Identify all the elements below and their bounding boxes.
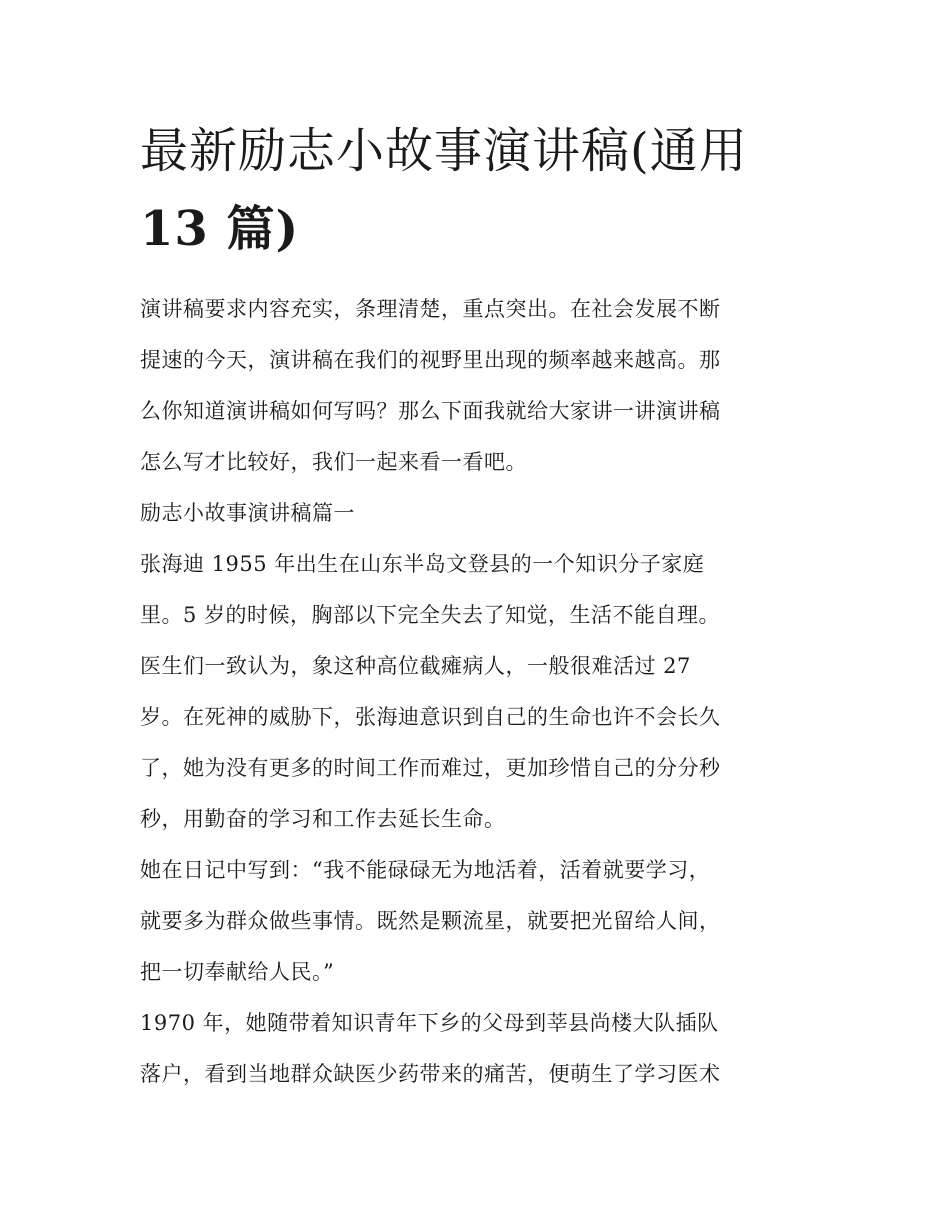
story-paragraph: [140, 539, 815, 845]
text-line: 岁。在死神的威胁下，张海迪意识到自己的生命也许不会长久: [140, 705, 721, 729]
text-line: 医生们一致认为，象这种高位截瘫病人，一般很难活过 27: [140, 654, 691, 678]
section-heading: [140, 488, 815, 539]
document-page: [140, 112, 815, 1100]
text-line: 里。5 岁的时候，胸部以下完全失去了知觉，生活不能自理。: [140, 603, 721, 627]
text-line: 1970 年，她随带着知识青年下乡的父母到莘县尚楼大队插队: [140, 1011, 719, 1035]
text-line: 么你知道演讲稿如何写吗？那么下面我就给大家讲一讲演讲稿: [140, 399, 721, 423]
intro-paragraph: [140, 284, 815, 488]
text-line: 演讲稿要求内容充实，条理清楚，重点突出。在社会发展不断: [140, 297, 721, 321]
text-line: 了，她为没有更多的时间工作而难过，更加珍惜自己的分分秒: [140, 756, 721, 780]
text-line: 落户，看到当地群众缺医少药带来的痛苦，便萌生了学习医术: [140, 1062, 721, 1086]
text-line: 提速的今天，演讲稿在我们的视野里出现的频率越来越高。那: [140, 348, 721, 372]
title-line: 最新励志小故事演讲稿(通用: [140, 123, 748, 179]
story-paragraph: [140, 998, 815, 1100]
title-line: 13 篇): [140, 201, 300, 257]
quote-paragraph: [140, 845, 815, 998]
text-line: 把一切奉献给人民。”: [140, 960, 335, 984]
text-line: 怎么写才比较好，我们一起来看一看吧。: [140, 450, 527, 474]
text-line: 秒，用勤奋的学习和工作去延长生命。: [140, 807, 506, 831]
text-line: 张海迪 1955 年出生在山东半岛文登县的一个知识分子家庭: [140, 552, 705, 576]
text-line: 她在日记中写到：“我不能碌碌无为地活着，活着就要学习，: [140, 858, 711, 882]
document-body: [140, 284, 815, 1100]
document-title: [140, 112, 815, 268]
text-line: 励志小故事演讲稿篇一: [140, 501, 355, 525]
text-line: 就要多为群众做些事情。既然是颗流星，就要把光留给人间，: [140, 909, 721, 933]
